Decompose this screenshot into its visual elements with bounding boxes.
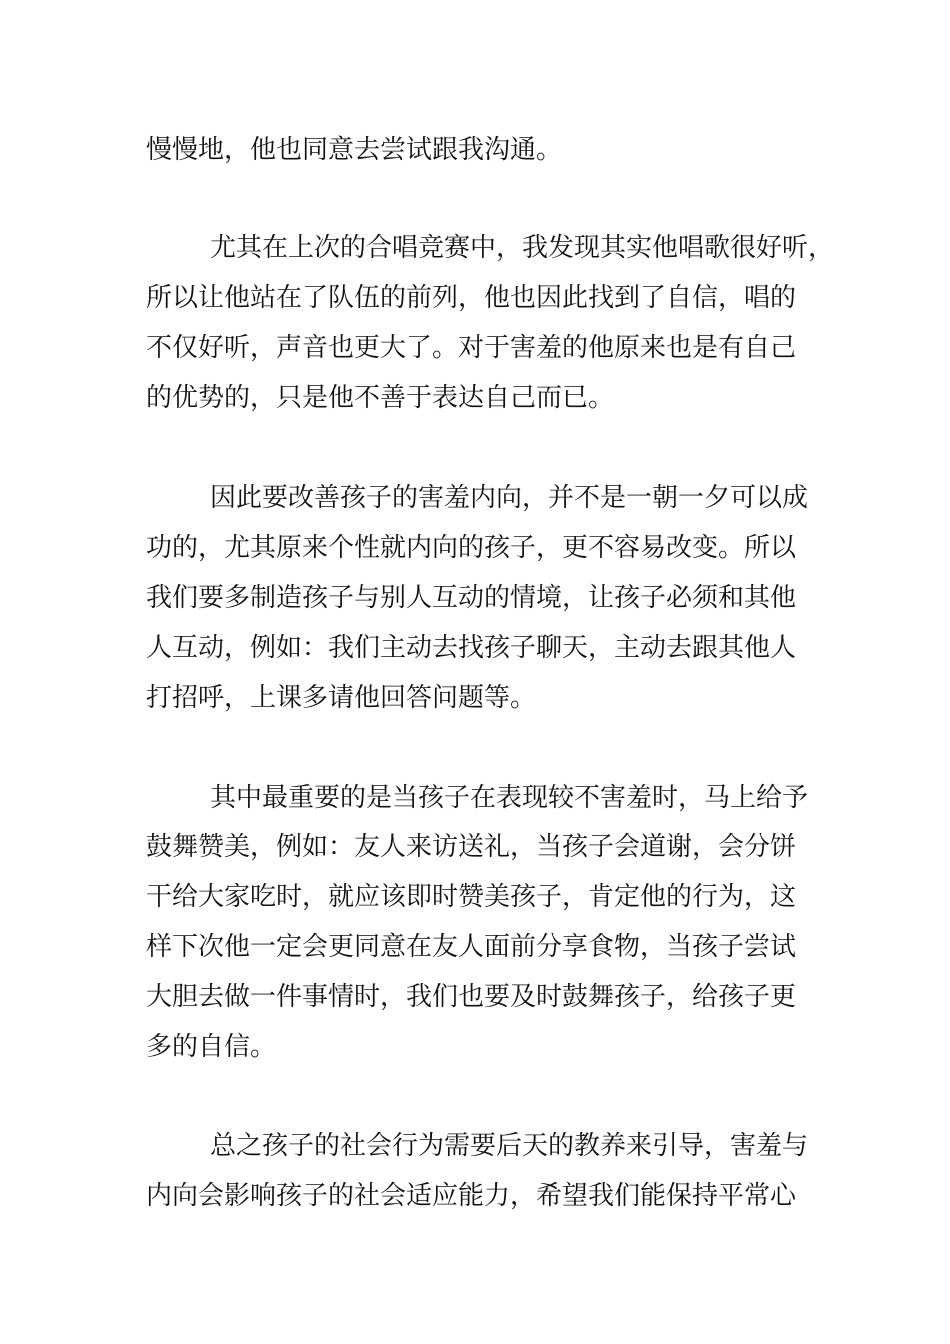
- text-line: 多的自信。: [146, 1032, 277, 1062]
- text-line: 因此要改善孩子的害羞内向，并不是一朝一夕可以成: [210, 483, 809, 513]
- text-line: 我们要多制造孩子与别人互动的情境，让孩子必须和其他: [146, 583, 797, 613]
- text-line: 尤其在上次的合唱竞赛中，我发现其实他唱歌很好听，: [210, 233, 835, 263]
- text-line: 不仅好听，声音也更大了。对于害羞的他原来也是有自己: [146, 333, 797, 363]
- text-line: 人互动，例如：我们主动去找孩子聊天，主动去跟其他人: [146, 633, 797, 663]
- text-line: 功的，尤其原来个性就内向的孩子，更不容易改变。所以: [146, 533, 797, 563]
- text-line: 总之孩子的社会行为需要后天的教养来引导，害羞与: [210, 1131, 809, 1161]
- text-line: 鼓舞赞美，例如：友人来访送礼，当孩子会道谢，会分饼: [146, 832, 797, 862]
- text-line: 所以让他站在了队伍的前列，他也因此找到了自信，唱的: [146, 283, 797, 313]
- text-line: 内向会影响孩子的社会适应能力，希望我们能保持平常心: [146, 1181, 797, 1211]
- text-line: 其中最重要的是当孩子在表现较不害羞时，马上给予: [210, 783, 809, 813]
- text-line: 打招呼，上课多请他回答问题等。: [146, 683, 537, 713]
- text-line: 样下次他一定会更同意在友人面前分享食物，当孩子尝试: [146, 932, 797, 962]
- text-line: 慢慢地，他也同意去尝试跟我沟通。: [146, 135, 563, 165]
- text-line: 大胆去做一件事情时，我们也要及时鼓舞孩子，给孩子更: [146, 982, 797, 1012]
- text-line: 干给大家吃时，就应该即时赞美孩子，肯定他的行为，这: [146, 882, 797, 912]
- text-line: 的优势的，只是他不善于表达自己而已。: [146, 383, 615, 413]
